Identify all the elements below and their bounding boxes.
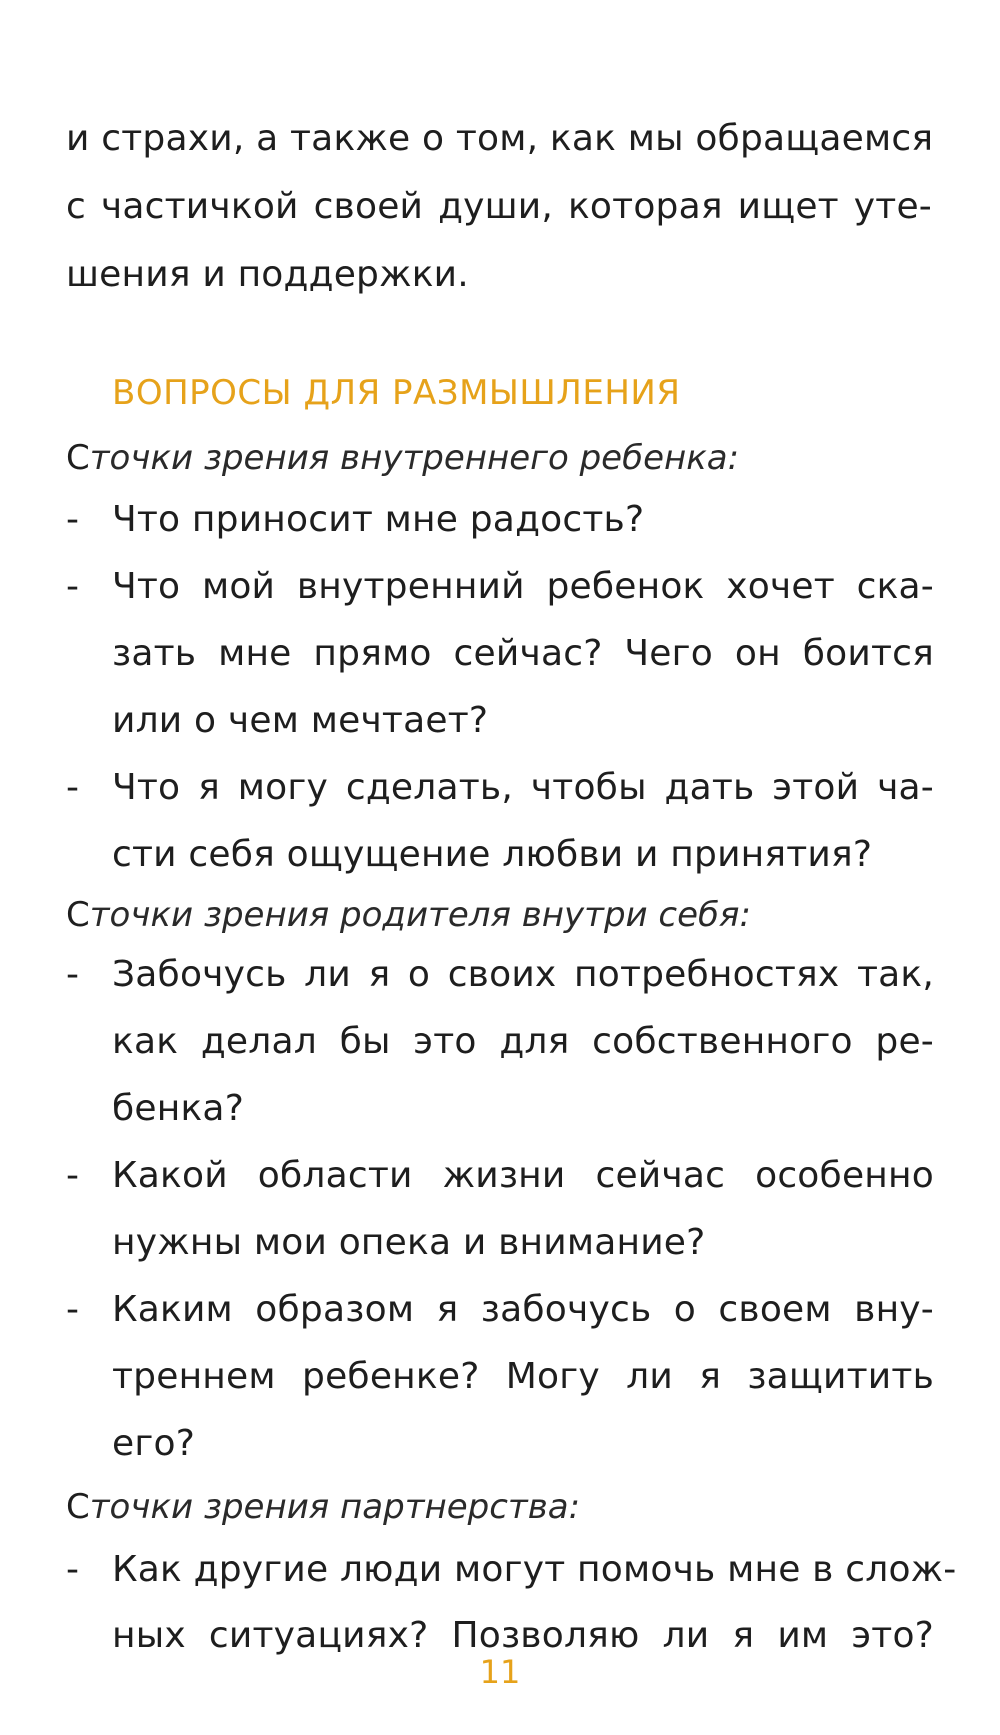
subheading-title: точки зрения родителя внутри себя: [89, 895, 751, 935]
subheading-title: точки зрения внутреннего ребенка: [89, 438, 740, 478]
question-line: Как другие люди могут помочь мне в слож- [112, 1549, 957, 1590]
intro-line-3: шения и поддержки. [66, 254, 469, 295]
dash-marker: - [66, 1289, 79, 1330]
question-line: Забочусь ли я о своих потребностях так, [112, 954, 934, 995]
question-line: сти себя ощущение любви и принятия? [112, 834, 873, 875]
subheading-title: точки зрения партнерства: [89, 1487, 581, 1527]
question-line: его? [112, 1423, 195, 1464]
question-line: или о чем мечтает? [112, 700, 489, 741]
subheading-parent [66, 893, 751, 937]
intro-line-1: и страхи, а также о том, как мы обращаемся [66, 118, 934, 159]
question-line: Что мой внутренний ребенок хочет ска- [112, 566, 934, 607]
subheading-partnership [66, 1485, 580, 1529]
question-line: как делал бы это для собственного ре- [112, 1021, 934, 1062]
intro-line-2: с частичкой своей души, которая ищет уте- [66, 186, 932, 227]
question-line: Каким образом я забочусь о своем вну- [112, 1289, 934, 1330]
dash-marker: - [66, 767, 79, 808]
subheading-lead: С [66, 438, 90, 478]
dash-marker: - [66, 954, 79, 995]
question-line: ных ситуациях? Позволяю ли я им это? [112, 1615, 934, 1656]
dash-marker: - [66, 1155, 79, 1196]
dash-marker: - [66, 1549, 79, 1590]
subheading-inner-child [66, 436, 739, 480]
question-line: Что приносит мне радость? [112, 499, 645, 540]
question-line: Что я могу сделать, чтобы дать этой ча- [112, 767, 934, 808]
section-heading: ВОПРОСЫ ДЛЯ РАЗМЫШЛЕНИЯ [112, 373, 681, 413]
dash-marker: - [66, 566, 79, 607]
question-line: Какой области жизни сейчас особенно [112, 1155, 934, 1196]
question-line: треннем ребенке? Могу ли я защитить [112, 1356, 934, 1397]
question-line: нужны мои опека и внимание? [112, 1222, 706, 1263]
question-line: зать мне прямо сейчас? Чего он боится [112, 633, 934, 674]
question-line: бенка? [112, 1088, 244, 1129]
page-number: 11 [479, 1653, 521, 1691]
subheading-lead: С [66, 895, 90, 935]
subheading-lead: С [66, 1487, 90, 1527]
dash-marker: - [66, 499, 79, 540]
